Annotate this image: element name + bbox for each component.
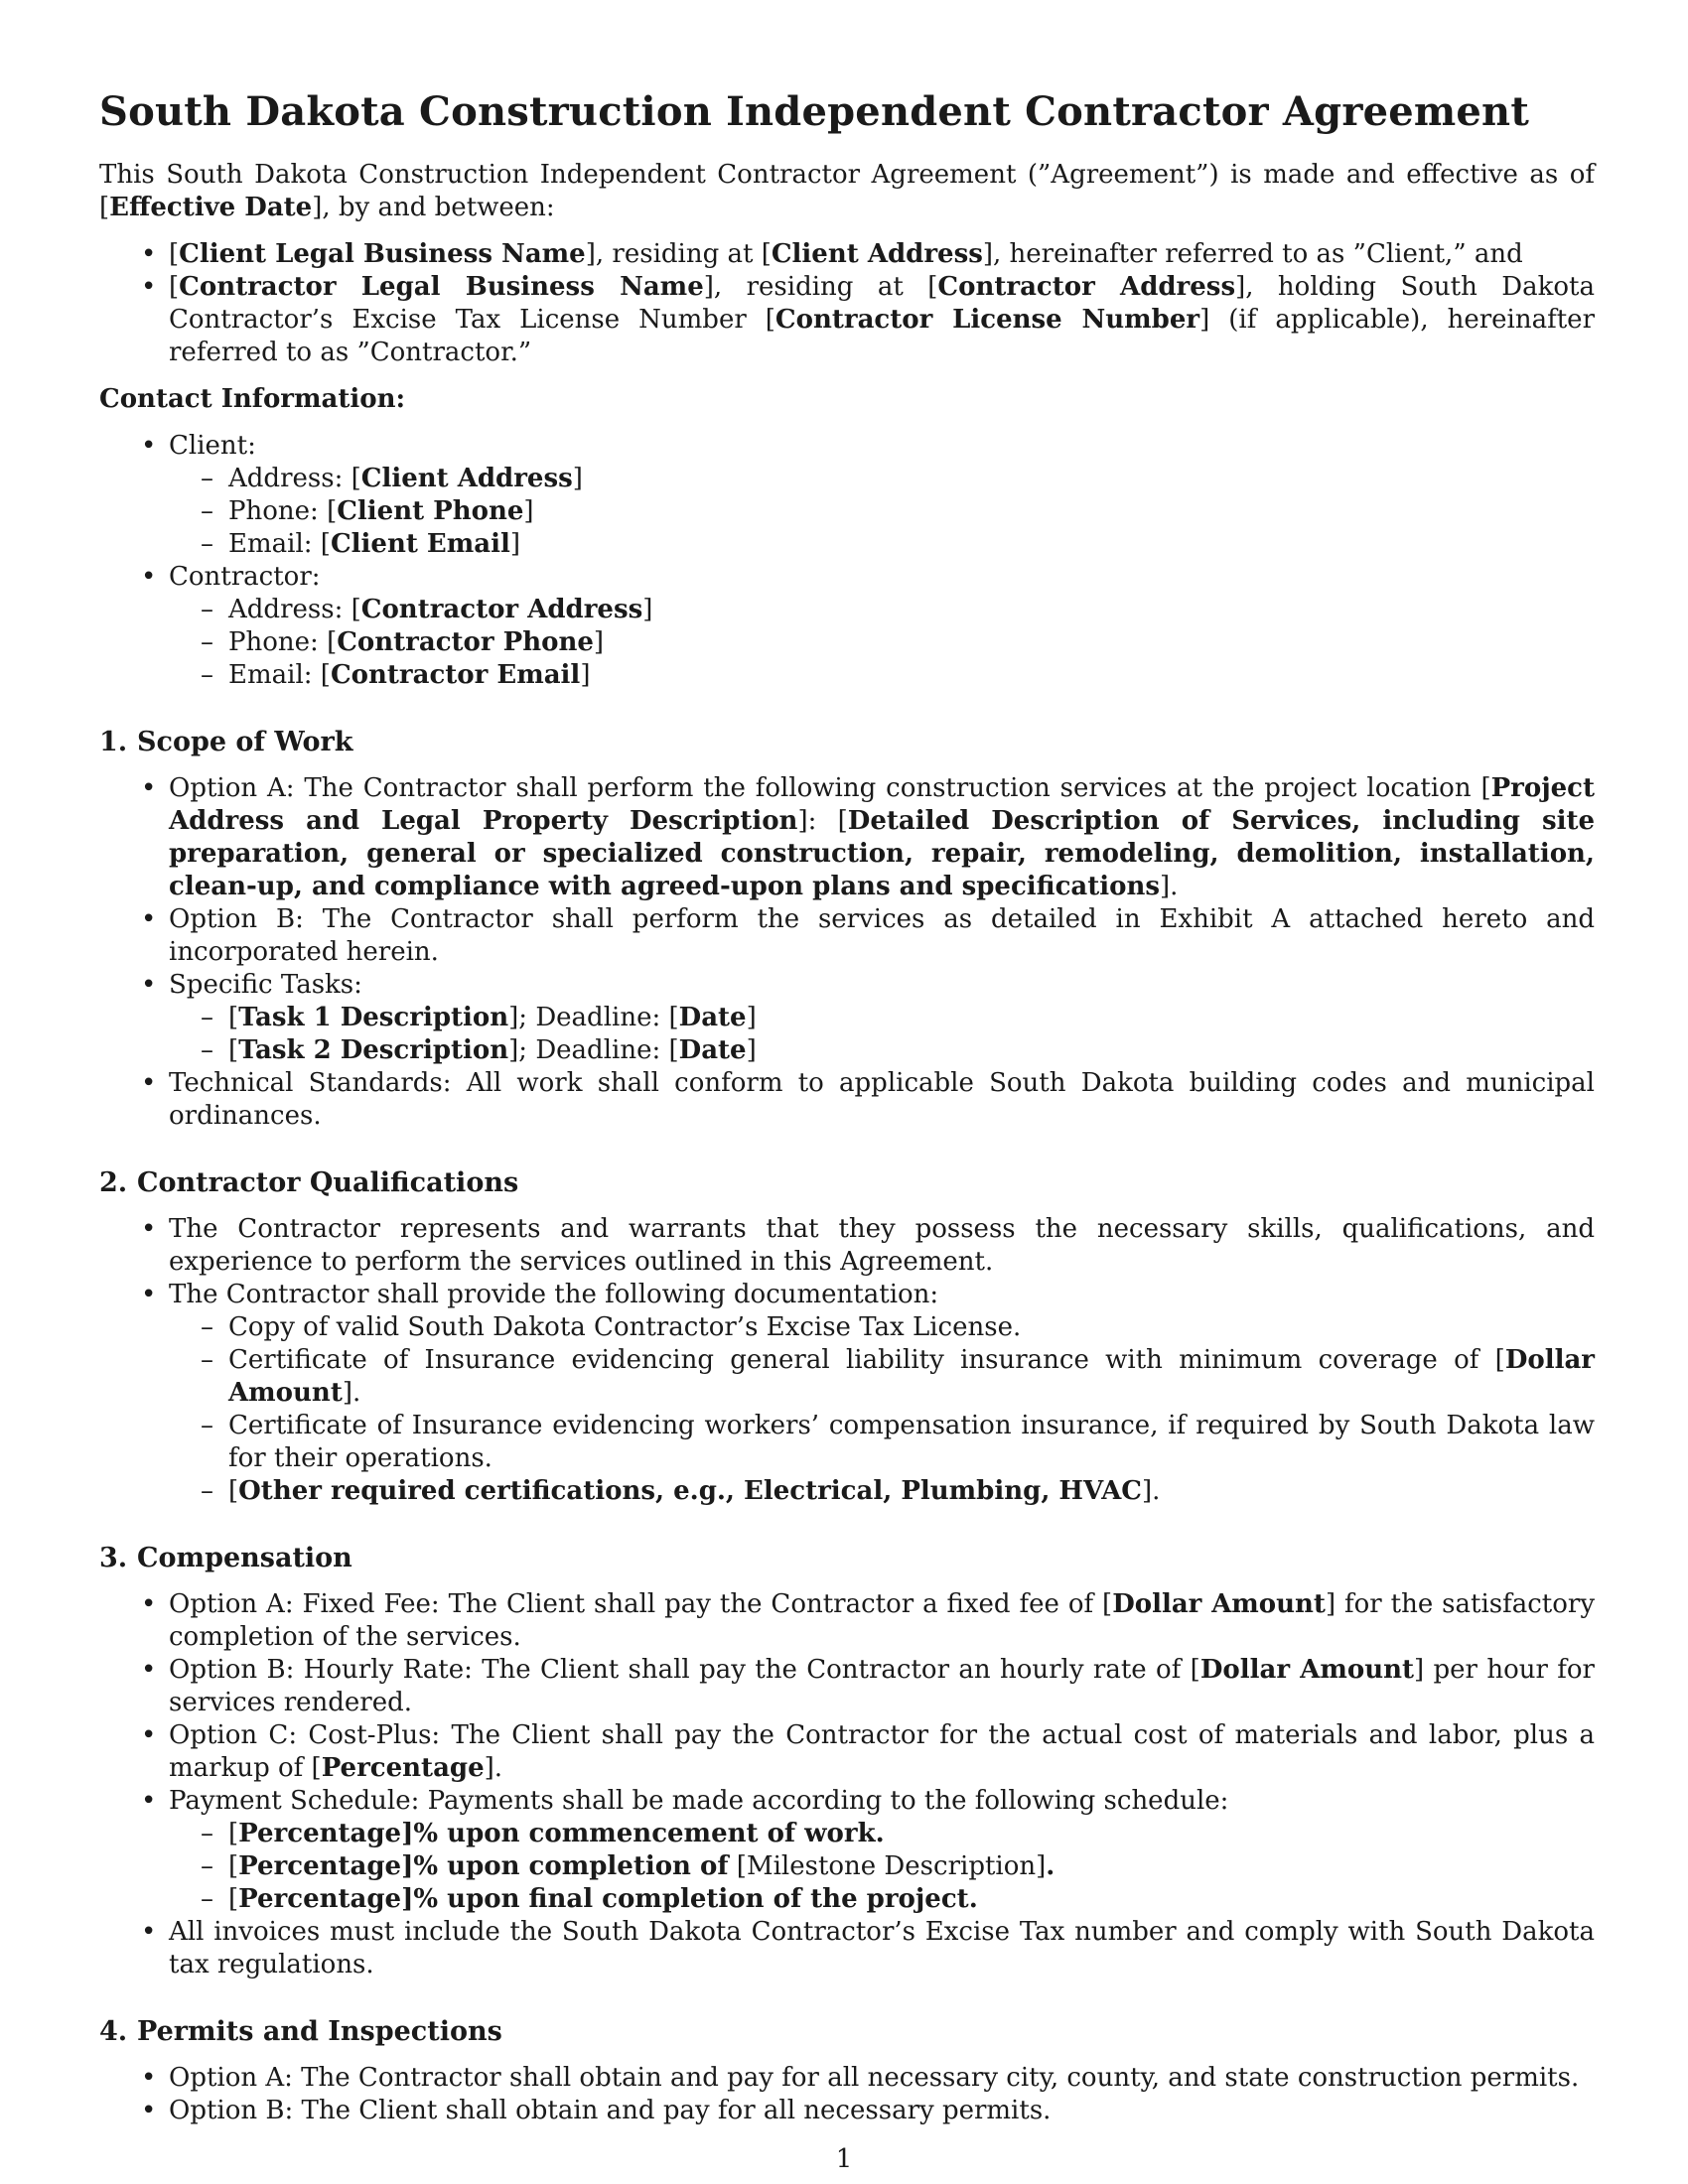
payment-schedule: • Payment Schedule: Payments shall be made according to the following schedule: – [Percentage]% upon commencement of work. – [Percentage]% upon completion of [Milestone Description]. – [Percentage]% upon final completion of the project. [99,1785,1595,1916]
specific-tasks: • Specific Tasks: – [Task 1 Description]; Deadline: [Date] – [Task 2 Description]; Deadline: [Date] [99,969,1595,1067]
invoice-requirements: • All invoices must include the South Dakota Contractor’s Excise Tax number and comply with South Dakota tax regulations. [99,1916,1595,1981]
contact-list [99,430,1595,692]
task-item: – [Task 1 Description]; Deadline: [Date] [169,1002,1595,1034]
contact-contractor: • Contractor: – Address: [Contractor Address] – Phone: [Contractor Phone] – Email: [Contractor Email] [99,561,1595,692]
scope-option-a: • Option A: The Contractor shall perform the following construction services at the project location [Project Address and Legal Property Description]: [Detailed Description of Services, including site preparation, general or specialized construction, repair, remodeling, demolition, installation, clean-up, and compliance with agreed-upon plans and specifications]. [99,772,1595,903]
contractor-contact-details [169,594,1595,692]
party-client: • [Client Legal Business Name], residing at [Client Address], hereinafter referred to as ”Client,” and [99,238,1595,271]
doc-item: – Certificate of Insurance evidencing general liability insurance with minimum coverage of [Dollar Amount]. [169,1344,1595,1410]
effective-date-placeholder: Effective Date [109,193,313,222]
contractor-address: – Address: [Contractor Address] [169,594,1595,626]
party-contractor: • [Contractor Legal Business Name], residing at [Contractor Address], holding South Dakota Contractor’s Excise Tax License Number [Contractor License Number] (if applicable), hereinafter referred to as ”Contractor.” [99,271,1595,369]
compensation-option-a: • Option A: Fixed Fee: The Client shall pay the Contractor a fixed fee of [Dollar Amount] for the satisfactory completion of the services. [99,1588,1595,1654]
client-email: – Email: [Client Email] [169,528,1595,561]
schedule-item: – [Percentage]% upon final completion of the project. [169,1883,1595,1916]
schedule-item: – [Percentage]% upon commencement of work. [169,1818,1595,1850]
intro-paragraph: This South Dakota Construction Independent Contractor Agreement (”Agreement”) is made and effective as of [Effective Date], by and between: [99,160,1595,222]
contact-heading: Contact Information: [99,384,406,414]
section-compensation [99,1542,1595,1981]
section-heading: 2. Contractor Qualifications [99,1167,519,1198]
section-permits-and-inspections [99,2015,1595,2127]
client-address: – Address: [Client Address] [169,463,1595,495]
scope-option-b: • Option B: The Contractor shall perform the services as detailed in Exhibit A attached hereto and incorporated herein. [99,903,1595,969]
compensation-option-c: • Option C: Cost-Plus: The Client shall pay the Contractor for the actual cost of materials and labor, plus a markup of [Percentage]. [99,1719,1595,1785]
section-contractor-qualifications [99,1166,1595,1508]
document-content [99,87,1595,2127]
document-title: South Dakota Construction Independent Contractor Agreement [99,88,1530,135]
client-phone: – Phone: [Client Phone] [169,495,1595,528]
client-contact-details [169,463,1595,561]
doc-item: – Copy of valid South Dakota Contractor’s Excise Tax License. [169,1311,1595,1344]
schedule-item: – [Percentage]% upon completion of [Milestone Description]. [169,1850,1595,1883]
permits-option-b: • Option B: The Client shall obtain and pay for all necessary permits. [99,2095,1595,2127]
doc-item: – [Other required certifications, e.g., Electrical, Plumbing, HVAC]. [169,1475,1595,1508]
section-heading: 3. Compensation [99,1543,352,1573]
qualification-warranty: • The Contractor represents and warrants that they possess the necessary skills, qualifications, and experience to perform the services outlined in this Agreement. [99,1213,1595,1279]
compensation-option-b: • Option B: Hourly Rate: The Client shall pay the Contractor an hourly rate of [Dollar Amount] per hour for services rendered. [99,1654,1595,1719]
section-heading: 4. Permits and Inspections [99,2016,502,2047]
section-scope-of-work [99,726,1595,1133]
parties-list [99,238,1595,369]
technical-standards: • Technical Standards: All work shall conform to applicable South Dakota building codes and municipal ordinances. [99,1067,1595,1133]
permits-option-a: • Option A: The Contractor shall obtain and pay for all necessary city, county, and state construction permits. [99,2062,1595,2095]
page-number: 1 [835,2144,853,2174]
contact-client: • Client: – Address: [Client Address] – Phone: [Client Phone] – Email: [Client Email] [99,430,1595,561]
section-heading: 1. Scope of Work [99,727,353,757]
contractor-email: – Email: [Contractor Email] [169,659,1595,692]
documentation-required: • The Contractor shall provide the following documentation: – Copy of valid South Dakota Contractor’s Excise Tax License. – Certificate of Insurance evidencing general liability insurance with minimum coverage of [Dollar Amount]. – Certificate of Insurance evidencing workers’ compensation insurance, if required by South Dakota law for their operations. – [Other required certifications, e.g., Electrical, Plumbing, HVAC]. [99,1279,1595,1508]
contractor-phone: – Phone: [Contractor Phone] [169,626,1595,659]
task-item: – [Task 2 Description]; Deadline: [Date] [169,1034,1595,1067]
doc-item: – Certificate of Insurance evidencing workers’ compensation insurance, if required by South Dakota law for their operations. [169,1410,1595,1475]
